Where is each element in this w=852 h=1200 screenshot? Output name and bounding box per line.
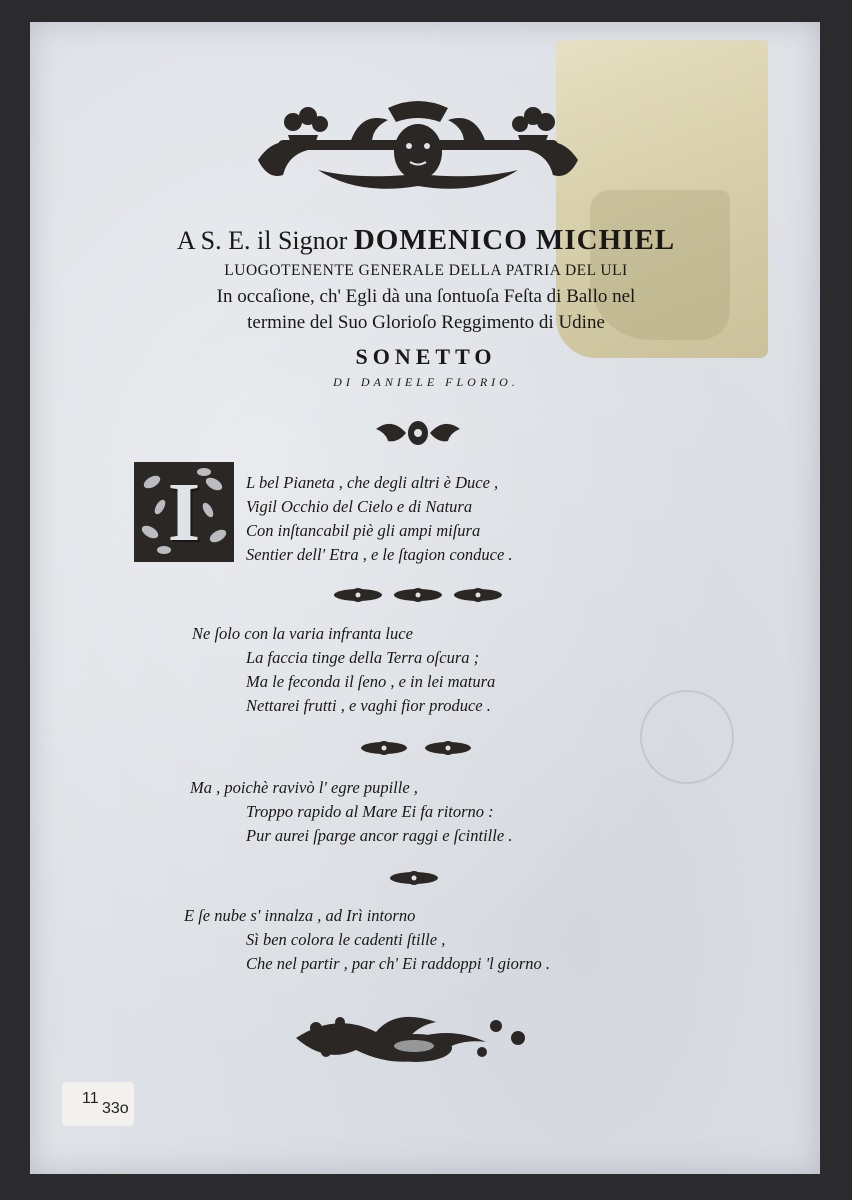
verse-line: Sì ben colora le cadenti ſtille , bbox=[246, 930, 446, 949]
poem-heading: SONETTO bbox=[355, 344, 497, 369]
dedication-prefix: A S. E. il Signor bbox=[176, 226, 354, 255]
archive-label bbox=[62, 1082, 134, 1126]
verse-line: Con inſtancabil piè gli ampi miſura bbox=[246, 521, 481, 540]
occasion-line-2: termine del Suo Glorioſo Reggimento di Udine bbox=[247, 312, 605, 333]
verse-line: Nettarei frutti , e vaghi fior produce . bbox=[246, 696, 491, 715]
divider-ornament bbox=[388, 867, 440, 889]
verse-line: Ma , poichè ravivò l' egre pupille , bbox=[190, 778, 418, 797]
fleuron-ornament bbox=[372, 416, 464, 450]
divider-ornament bbox=[330, 584, 506, 606]
dedication-line bbox=[0, 224, 852, 257]
verse-line: Vigil Occhio del Cielo e di Natura bbox=[246, 497, 473, 516]
verse-line: Ne ſolo con la varia infranta luce bbox=[192, 624, 413, 643]
archive-label-top: 11 bbox=[82, 1090, 99, 1107]
verse-line: E ſe nube s' innalza , ad Irì intorno bbox=[184, 906, 416, 925]
verse-line: Troppo rapido al Mare Ei fa ritorno : bbox=[246, 802, 494, 821]
occasion-line-1: In occaſione, ch' Egli dà una ſontuoſa Feſta di Ballo nel bbox=[216, 286, 636, 307]
verse-line: Pur aurei ſparge ancor raggi e ſcintille . bbox=[246, 826, 513, 845]
verse-line: Ma le feconda il ſeno , e in lei matura bbox=[246, 672, 496, 691]
poem-author: DI DANIELE FLORIO. bbox=[333, 375, 519, 389]
faded-stamp bbox=[640, 690, 734, 784]
initial-letter: I bbox=[167, 465, 201, 559]
verse-line: Che nel partir , par ch' Ei raddoppi 'l giorno . bbox=[246, 954, 551, 973]
verse-line: Sentier dell' Etra , e le ſtagion conduce . bbox=[246, 545, 513, 564]
dedicatee-office: LUOGOTENENTE GENERALE DELLA PATRIA DEL ULI bbox=[224, 262, 628, 279]
headpiece-ornament bbox=[258, 100, 578, 196]
verse-line: La faccia tinge della Terra oſcura ; bbox=[246, 648, 480, 667]
decorated-initial bbox=[134, 462, 234, 562]
archive-label-bottom: 33o bbox=[102, 1100, 129, 1117]
tailpiece-ornament bbox=[296, 1008, 540, 1070]
verse-line: L bel Pianeta , che degli altri è Duce , bbox=[246, 473, 499, 492]
dedicatee-name: DOMENICO MICHIEL bbox=[353, 224, 676, 256]
divider-ornament bbox=[358, 737, 474, 759]
